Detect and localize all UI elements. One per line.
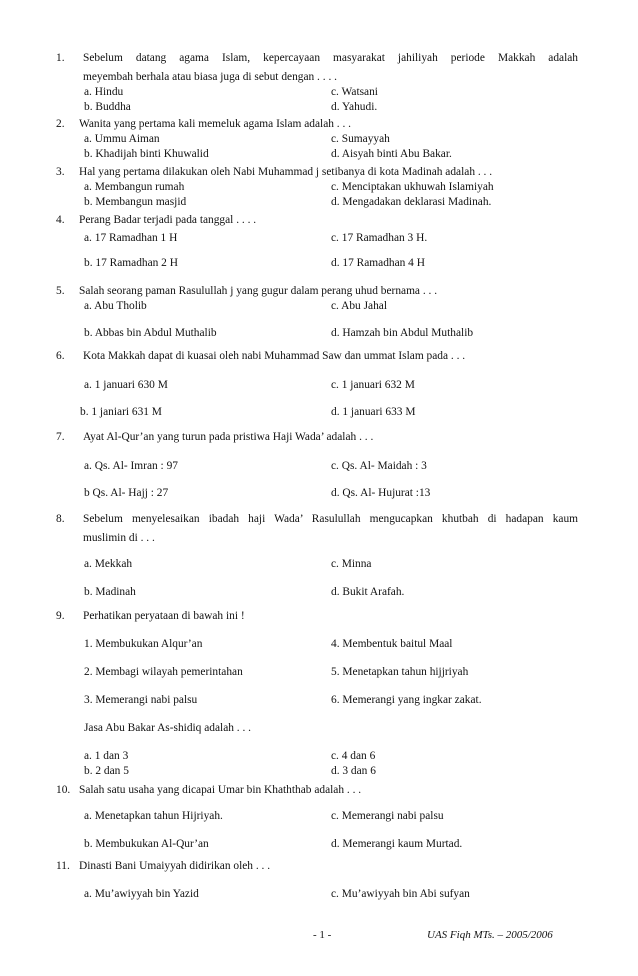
question-text: Salah satu usaha yang dicapai Umar bin Khaththab adalah . . .	[79, 784, 362, 796]
option-a: a. Menetapkan tahun Hijriyah.	[84, 810, 223, 822]
option-c: c. 1 januari 632 M	[331, 379, 415, 391]
page-footer	[0, 929, 638, 943]
option-c: c. Memerangi nabi palsu	[331, 810, 444, 822]
question-number: 7.	[56, 431, 65, 443]
question-number: 9.	[56, 610, 65, 622]
question-1	[0, 52, 638, 114]
option-b: b Qs. Al- Hajj : 27	[84, 487, 169, 499]
question-9	[0, 610, 638, 778]
option-d: d. 17 Ramadhan 4 H	[331, 257, 425, 269]
question-text: Sebelum menyelesaikan ibadah haji Wada’ Rasulullah mengucapkan khutbah di hadapan kaum	[83, 513, 578, 525]
question-8	[0, 513, 638, 599]
footer-title: UAS Fiqh MTs. – 2005/2006	[427, 929, 553, 941]
option-c: c. Sumayyah	[331, 133, 390, 145]
question-text: meyembah berhala atau biasa juga di sebut dengan . . . .	[83, 71, 337, 83]
question-number: 4.	[56, 214, 65, 226]
question-10	[0, 784, 638, 851]
option-d: d. 3 dan 6	[331, 765, 376, 777]
question-number: 10.	[56, 784, 71, 796]
option-c: c. Watsani	[331, 86, 378, 98]
question-text: Perang Badar terjadi pada tanggal . . . .	[79, 214, 257, 226]
question-number: 3.	[56, 166, 65, 178]
option-d: d. Aisyah binti Abu Bakar.	[331, 148, 452, 160]
option-b: b. Membukukan Al-Qur’an	[84, 838, 209, 850]
statement-item: 3. Memerangi nabi palsu	[84, 694, 198, 706]
option-d: d. Qs. Al- Hujurat :13	[331, 487, 431, 499]
statement-item: 5. Menetapkan tahun hijjriyah	[331, 666, 469, 678]
option-a: a. Qs. Al- Imran : 97	[84, 460, 178, 472]
option-a: a. Hindu	[84, 86, 124, 98]
option-d: d. 1 januari 633 M	[331, 406, 416, 418]
question-2	[0, 118, 638, 161]
option-b: b. Madinah	[84, 586, 136, 598]
option-b: b. Membangun masjid	[84, 196, 187, 208]
question-7	[0, 431, 638, 500]
option-a: a. 1 dan 3	[84, 750, 129, 762]
option-b: b. Khadijah binti Khuwalid	[84, 148, 209, 160]
question-number: 1.	[56, 52, 65, 64]
option-b: b. Abbas bin Abdul Muthalib	[84, 327, 217, 339]
question-text: Wanita yang pertama kali memeluk agama Islam adalah . . .	[79, 118, 352, 130]
option-c: c. Menciptakan ukhuwah Islamiyah	[331, 181, 494, 193]
option-c: c. 17 Ramadhan 3 H.	[331, 232, 428, 244]
option-a: a. 1 januari 630 M	[84, 379, 168, 391]
option-b: b. 2 dan 5	[84, 765, 129, 777]
option-b: b. 1 janiari 631 M	[80, 406, 162, 418]
question-11	[0, 860, 638, 901]
question-5	[0, 285, 638, 340]
question-text: Kota Makkah dapat di kuasai oleh nabi Muhammad Saw dan ummat Islam pada . . .	[83, 350, 466, 362]
option-b: b. 17 Ramadhan 2 H	[84, 257, 178, 269]
option-c: c. Minna	[331, 558, 372, 570]
option-c: c. Mu’awiyyah bin Abi sufyan	[331, 888, 470, 900]
question-number: 5.	[56, 285, 65, 297]
question-6	[0, 350, 638, 419]
option-a: a. Membangun rumah	[84, 181, 185, 193]
question-text: Sebelum datang agama Islam, kepercayaan masyarakat jahiliyah periode Makkah adalah	[83, 52, 578, 64]
option-a: a. Mekkah	[84, 558, 133, 570]
option-d: d. Memerangi kaum Murtad.	[331, 838, 463, 850]
question-number: 6.	[56, 350, 65, 362]
question-text: Ayat Al-Qur’an yang turun pada pristiwa Haji Wada’ adalah . . .	[83, 431, 374, 443]
question-4	[0, 214, 638, 270]
question-prompt: Jasa Abu Bakar As-shidiq adalah . . .	[84, 722, 252, 734]
question-3	[0, 166, 638, 209]
question-text: Hal yang pertama dilakukan oleh Nabi Muhammad j setibanya di kota Madinah adalah . . .	[79, 166, 493, 178]
question-text: Dinasti Bani Umaiyyah didirikan oleh . . .	[79, 860, 271, 872]
statement-item: 6. Memerangi yang ingkar zakat.	[331, 694, 482, 706]
option-a: a. Ummu Aiman	[84, 133, 160, 145]
question-text: muslimin di . . .	[83, 532, 155, 544]
question-number: 11.	[56, 860, 70, 872]
option-b: b. Buddha	[84, 101, 131, 113]
option-a: a. Mu’awiyyah bin Yazid	[84, 888, 199, 900]
option-d: d. Yahudi.	[331, 101, 378, 113]
option-c: c. 4 dan 6	[331, 750, 376, 762]
page-number: - 1 -	[313, 929, 332, 941]
option-d: d. Mengadakan deklarasi Madinah.	[331, 196, 492, 208]
question-number: 8.	[56, 513, 65, 525]
question-text: Perhatikan peryataan di bawah ini !	[83, 610, 245, 622]
option-a: a. Abu Tholib	[84, 300, 147, 312]
statement-item: 4. Membentuk baitul Maal	[331, 638, 453, 650]
statement-item: 2. Membagi wilayah pemerintahan	[84, 666, 243, 678]
option-c: c. Abu Jahal	[331, 300, 387, 312]
option-c: c. Qs. Al- Maidah : 3	[331, 460, 427, 472]
statement-item: 1. Membukukan Alqur’an	[84, 638, 203, 650]
question-text: Salah seorang paman Rasulullah j yang gugur dalam perang uhud bernama . . .	[79, 285, 438, 297]
question-number: 2.	[56, 118, 65, 130]
option-a: a. 17 Ramadhan 1 H	[84, 232, 178, 244]
option-d: d. Hamzah bin Abdul Muthalib	[331, 327, 474, 339]
option-d: d. Bukit Arafah.	[331, 586, 405, 598]
